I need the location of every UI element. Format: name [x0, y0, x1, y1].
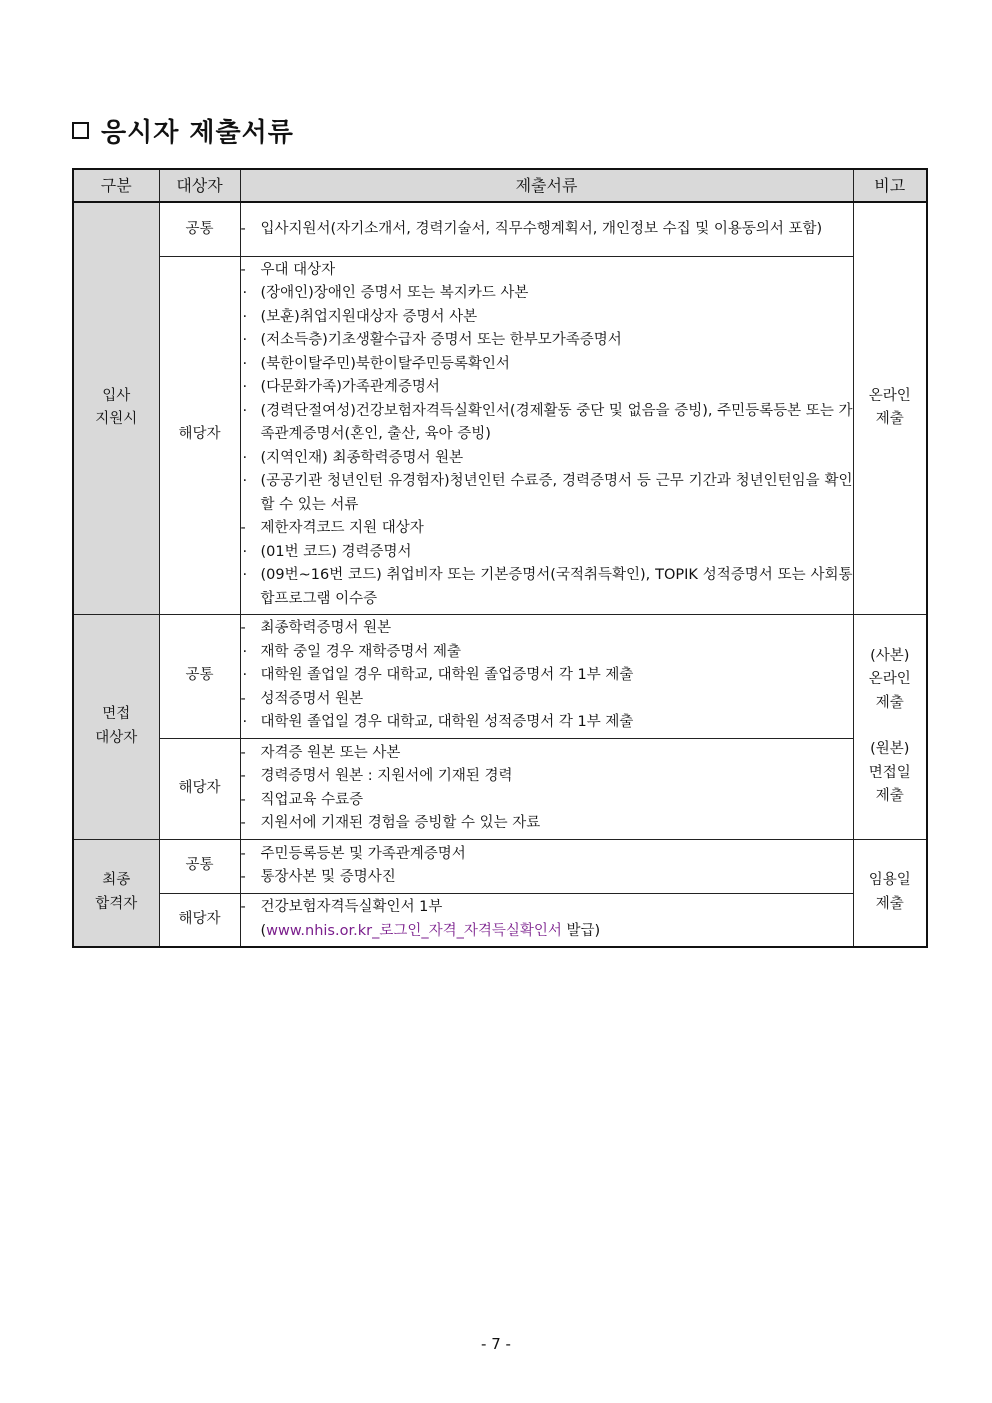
note-text: (사본)	[870, 647, 910, 664]
note-text: 제출	[875, 694, 904, 711]
checkbox-square-icon	[72, 122, 89, 139]
list-item: - 입사지원서(자기소개서, 경력기술서, 직무수행계획서, 개인정보 수집 및 이용동의서 포함)	[240, 220, 823, 237]
note-text: (원본)	[870, 741, 910, 757]
list-item: · (장애인)장애인 증명서 또는 복지카드 사본	[242, 285, 529, 302]
list-item: · (보훈)취업지원대상자 증명서 사본	[242, 308, 478, 325]
list-item: · (지역인재) 최종학력증명서 원본	[242, 449, 464, 466]
list-item: · (다문화가족)가족관계증명서	[242, 379, 440, 396]
header-target: 대상자	[159, 169, 240, 202]
table-header-row	[73, 169, 927, 202]
target-cell: 공통	[159, 614, 240, 738]
target-cell: 해당자	[159, 256, 240, 614]
category-text: 합격자	[95, 895, 138, 912]
category-text: 면접	[102, 706, 131, 722]
list-item: · (경력단절여성)건강보험자격득실확인서(경제활동 중단 및 없음을 증빙), 주민등록등본 또는 가족관계증명서(혼인, 출산, 육아 증빙)	[242, 402, 853, 443]
list-item: - 제한자격코드 지원 대상자	[240, 520, 424, 537]
list-item: - 최종학력증명서 원본	[240, 620, 392, 637]
list-item: - 통장사본 및 증명사진	[240, 869, 396, 885]
note-cell	[853, 839, 927, 947]
header-documents: 제출서류	[240, 169, 853, 202]
category-cell	[73, 202, 159, 614]
nhis-url-link[interactable]: www.nhis.or.kr_로그인_자격_자격득실확인서	[266, 922, 562, 939]
list-item: · 대학원 졸업일 경우 대학교, 대학원 성적증명서 각 1부 제출	[242, 714, 634, 731]
note-text: 면접일	[868, 764, 911, 781]
list-item: - 주민등록등본 및 가족관계증명서	[240, 845, 466, 862]
target-cell: 공통	[159, 202, 240, 256]
list-item: · (북한이탈주민)북한이탈주민등록확인서	[242, 355, 510, 372]
documents-cell	[240, 893, 853, 947]
target-cell: 공통	[159, 839, 240, 893]
list-item: · (저소득층)기초생활수급자 증명서 또는 한부모가족증명서	[242, 332, 622, 349]
table-row	[73, 256, 927, 614]
note-text: 온라인	[868, 387, 911, 404]
note-cell	[853, 614, 927, 839]
list-item: - 지원서에 기재된 경험을 증빙할 수 있는 자료	[240, 815, 541, 831]
list-item: · (공공기관 청년인턴 유경험자)청년인턴 수료증, 경력증명서 등 근무 기간과 청년인턴임을 확인할 수 있는 서류	[242, 473, 853, 513]
table-row	[73, 614, 927, 738]
note-text: 제출	[875, 788, 904, 804]
documents-cell	[240, 202, 853, 256]
target-cell: 해당자	[159, 738, 240, 839]
note-text: 임용일	[868, 872, 911, 889]
table-row	[73, 202, 927, 256]
list-item: - 건강보험자격득실확인서 1부	[240, 899, 443, 916]
note-text: 제출	[875, 411, 904, 428]
table-row	[73, 893, 927, 947]
documents-cell	[240, 839, 853, 893]
table-row	[73, 738, 927, 839]
list-item: (www.nhis.or.kr_로그인_자격_자격득실확인서 발급)	[260, 922, 601, 939]
note-cell	[853, 202, 927, 614]
documents-cell	[240, 614, 853, 738]
list-item: - 자격증 원본 또는 사본	[240, 744, 401, 761]
list-item: · (01번 코드) 경력증명서	[242, 543, 412, 560]
list-item: - 성적증명서 원본	[240, 690, 364, 707]
header-note: 비고	[853, 169, 927, 202]
section-title	[72, 112, 294, 149]
page-number: - 7 -	[481, 1335, 511, 1353]
list-item: - 직업교육 수료증	[240, 791, 364, 808]
category-cell	[73, 614, 159, 839]
note-text: 온라인	[868, 671, 911, 687]
list-item: · (09번~16번 코드) 취업비자 또는 기본증명서(국적취득확인), TOPIK 성적증명서 또는 사회통합프로그램 이수증	[242, 567, 853, 607]
list-item: - 우대 대상자	[240, 261, 336, 278]
documents-cell	[240, 256, 853, 614]
category-cell	[73, 839, 159, 947]
table-row	[73, 839, 927, 893]
list-item: - 경력증명서 원본 : 지원서에 기재된 경력	[240, 768, 513, 784]
category-text: 최종	[102, 872, 131, 889]
note-text: 제출	[875, 895, 904, 912]
category-text: 지원시	[95, 411, 138, 428]
submission-documents-table	[72, 168, 928, 948]
section-title-text: 응시자 제출서류	[101, 118, 294, 148]
header-category: 구분	[73, 169, 159, 202]
list-item: · 재학 중일 경우 재학증명서 제출	[242, 643, 462, 660]
documents-cell	[240, 738, 853, 839]
target-cell: 해당자	[159, 893, 240, 947]
category-text: 입사	[102, 387, 131, 404]
list-item: · 대학원 졸업일 경우 대학교, 대학원 졸업증명서 각 1부 제출	[242, 667, 634, 684]
category-text: 대상자	[95, 729, 138, 746]
